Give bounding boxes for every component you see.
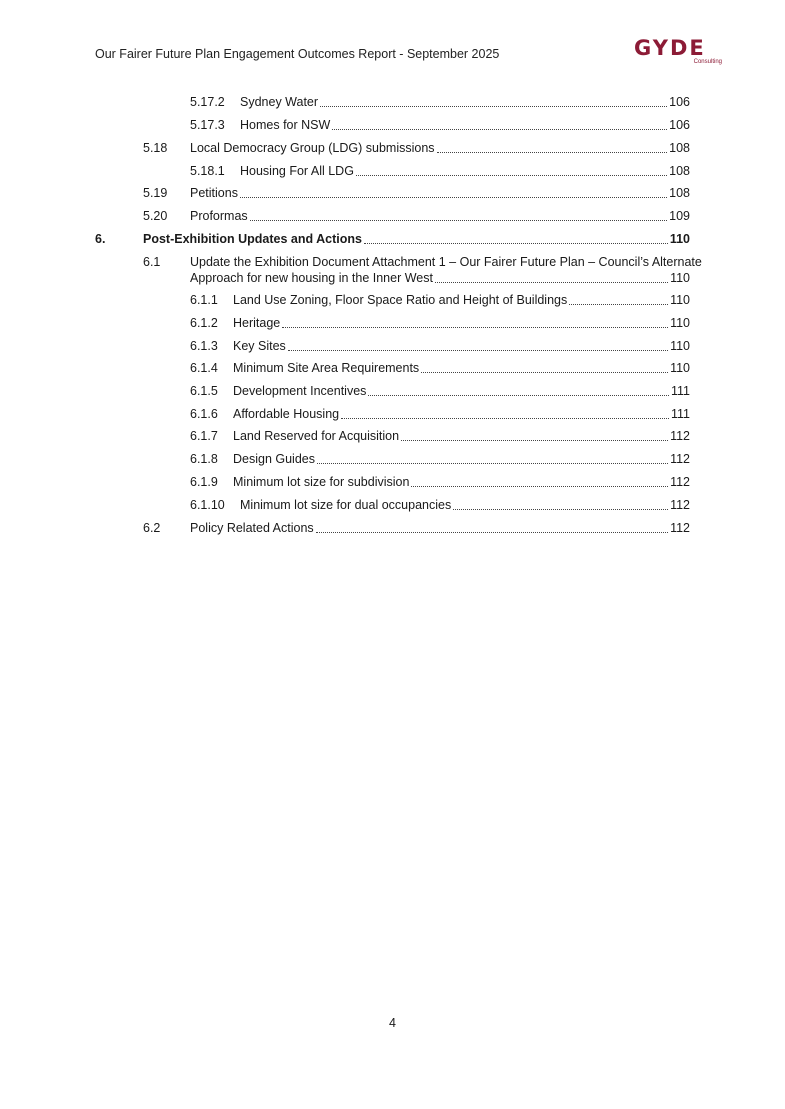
toc-page: 112: [670, 452, 690, 466]
toc-number: 5.17.3: [190, 118, 225, 132]
toc-title: Petitions: [190, 186, 238, 200]
toc-page: 106: [669, 95, 690, 109]
toc-number: 6.1: [143, 255, 161, 269]
toc-leader: [401, 440, 668, 441]
toc-page: 110: [670, 361, 690, 375]
logo-subtitle: Consulting: [693, 59, 722, 65]
toc-leader: [356, 175, 667, 176]
toc-page: 112: [670, 521, 690, 535]
toc-number: 6.1.10: [190, 498, 225, 512]
toc-number: 5.20: [143, 209, 168, 223]
toc-number: 6.1.1: [190, 293, 218, 307]
toc-page: 106: [669, 118, 690, 132]
toc-number: 6.1.8: [190, 452, 218, 466]
toc-leader: [332, 129, 667, 130]
toc-title: Heritage: [233, 316, 281, 330]
toc-page: 110: [669, 232, 690, 246]
toc-leader: [453, 509, 668, 510]
toc-title: Minimum lot size for subdivision: [233, 475, 410, 489]
logo-wordmark: GYDE: [634, 36, 706, 60]
toc-leader: [316, 532, 668, 533]
toc-title: Post-Exhibition Updates and Actions: [143, 232, 362, 246]
toc-page: 110: [670, 271, 690, 285]
toc-page: 111: [670, 384, 690, 398]
toc-number: 6.1.6: [190, 407, 218, 421]
toc-number: 5.18.1: [190, 164, 225, 178]
toc-title: Sydney Water: [240, 95, 319, 109]
toc-page: 110: [670, 316, 690, 330]
toc-number: 6.1.2: [190, 316, 218, 330]
toc-title: Policy Related Actions: [190, 521, 314, 535]
toc-leader: [569, 304, 668, 305]
toc-number: 5.18: [143, 141, 168, 155]
toc-number: 5.17.2: [190, 95, 225, 109]
toc-leader: [250, 220, 667, 221]
toc-number: 6.1.3: [190, 339, 218, 353]
page-number: 4: [389, 1016, 396, 1030]
toc-number: 5.19: [143, 186, 168, 200]
toc-title: Minimum Site Area Requirements: [233, 361, 420, 375]
toc-number: 6.1.5: [190, 384, 218, 398]
toc-number: 6.2: [143, 521, 161, 535]
toc-number: 6.: [95, 232, 106, 246]
toc-leader: [282, 327, 668, 328]
toc-page: 108: [669, 164, 690, 178]
toc-number: 6.1.9: [190, 475, 218, 489]
toc-page: 109: [669, 209, 690, 223]
toc-title: Local Democracy Group (LDG) submissions: [190, 141, 435, 155]
toc-title: Housing For All LDG: [240, 164, 354, 178]
toc-title: Affordable Housing: [233, 407, 340, 421]
toc-leader: [437, 152, 668, 153]
toc-leader: [364, 243, 668, 244]
toc-entry-6-1[interactable]: [0, 255, 785, 287]
toc-leader: [421, 372, 668, 373]
toc-title: Land Use Zoning, Floor Space Ratio and Height of Buildings: [233, 293, 568, 307]
toc-leader: [320, 106, 667, 107]
toc-leader: [341, 418, 669, 419]
header-title: Our Fairer Future Plan Engagement Outcomes Report - September 2025: [95, 47, 500, 61]
toc-title: Homes for NSW: [240, 118, 331, 132]
toc-page: 112: [670, 429, 690, 443]
toc-page: 108: [669, 141, 690, 155]
toc-title: Proformas: [190, 209, 248, 223]
toc-title: Land Reserved for Acquisition: [233, 429, 400, 443]
toc-number: 6.1.4: [190, 361, 218, 375]
toc-page: 111: [670, 407, 690, 421]
toc-title-line1: Update the Exhibition Document Attachment 1 – Our Fairer Future Plan – Council’s Alternate: [190, 255, 702, 269]
toc-title: Design Guides: [233, 452, 315, 466]
gyde-logo: [634, 38, 726, 68]
toc-leader: [240, 197, 667, 198]
toc-page: 110: [670, 293, 690, 307]
toc-leader: [317, 463, 668, 464]
toc-page: 108: [669, 186, 690, 200]
toc-page: 112: [670, 498, 690, 512]
toc-title-line2: Approach for new housing in the Inner West: [190, 271, 433, 285]
toc-page: 110: [670, 339, 690, 353]
toc-leader: [411, 486, 668, 487]
toc-leader: [288, 350, 668, 351]
toc-number: 6.1.7: [190, 429, 218, 443]
toc-leader: [435, 282, 668, 283]
toc-title: Minimum lot size for dual occupancies: [240, 498, 452, 512]
toc-title: Development Incentives: [233, 384, 367, 398]
toc-title: Key Sites: [233, 339, 286, 353]
toc-page: 112: [670, 475, 690, 489]
toc-leader: [368, 395, 669, 396]
